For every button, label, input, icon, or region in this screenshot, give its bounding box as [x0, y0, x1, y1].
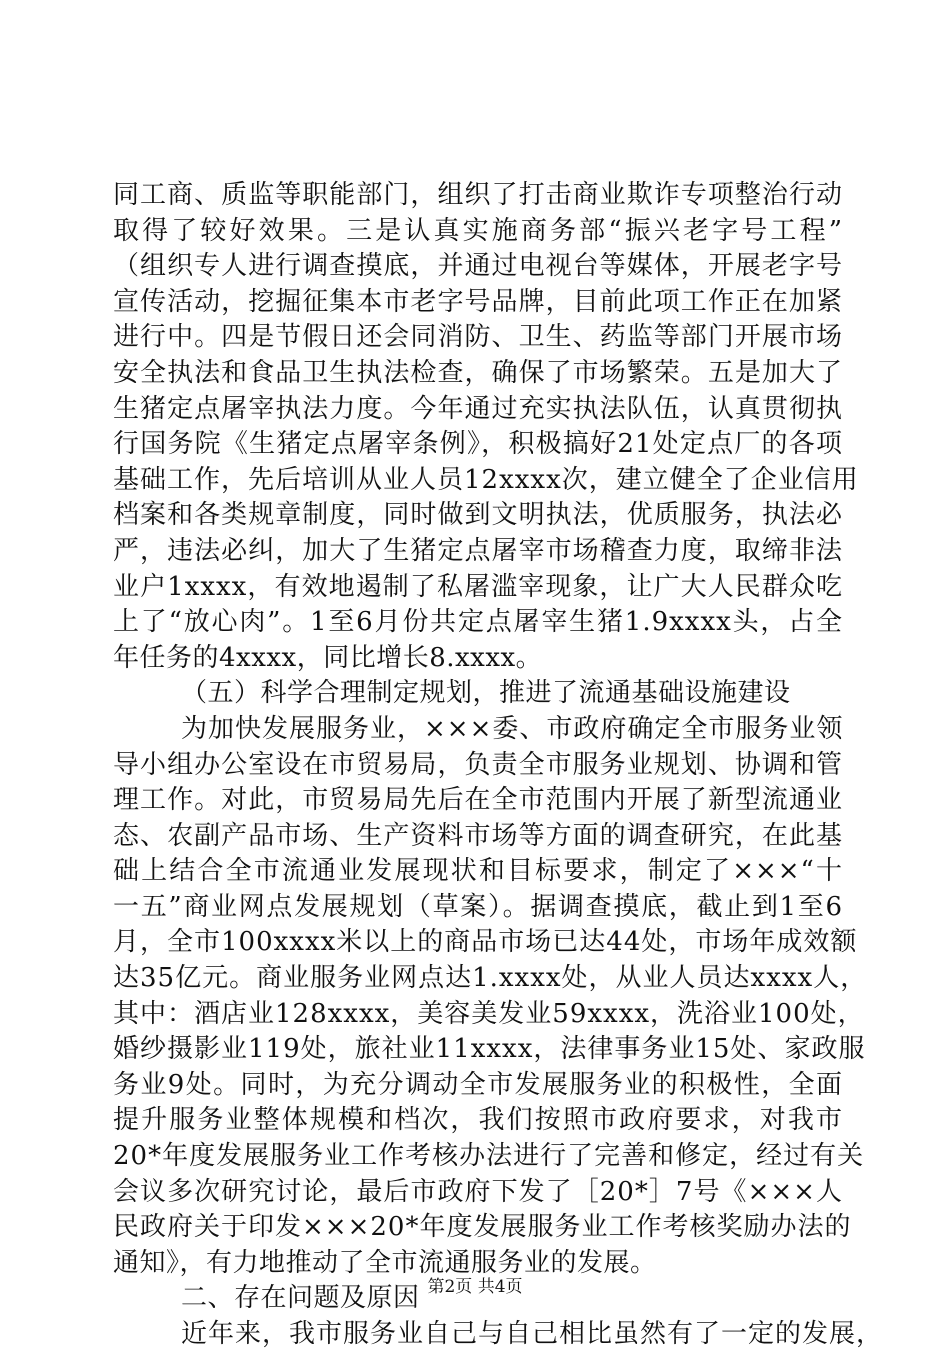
- text-line: 导小组办公室设在市贸易局，负责全市服务业规划、协调和管: [113, 749, 843, 780]
- text-line: 上了“放心肉”。1至6月份共定点屠宰生猪1.9xxxx头，占全: [113, 607, 843, 638]
- text-line: 业户1xxxx，有效地遏制了私屠滥宰现象，让广大人民群众吃: [113, 571, 843, 602]
- text-line: 础上结合全市流通业发展现状和目标要求，制定了×××“十: [113, 856, 843, 887]
- text-line: 安全执法和食品卫生执法检查，确保了市场繁荣。五是加大了: [113, 357, 843, 388]
- text-line: 行国务院《生猪定点屠宰条例》，积极搞好21处定点厂的各项: [113, 429, 843, 460]
- text-line: 民政府关于印发×××20*年度发展服务业工作考核奖励办法的: [113, 1212, 852, 1243]
- text-line: 进行中。四是节假日还会同消防、卫生、药监等部门开展市场: [113, 322, 843, 353]
- text-line: 其中：酒店业128xxxx，美容美发业59xxxx，洗浴业100处，: [113, 998, 865, 1029]
- text-line: 达35亿元。商业服务业网点达1.xxxx处，从业人员达xxxx人，: [113, 963, 868, 994]
- text-line: 严，违法必纠，加大了生猪定点屠宰市场稽查力度，取缔非法: [113, 535, 843, 566]
- text-line: 月，全市100xxxx米以上的商品市场已达44处，市场年成效额: [113, 927, 858, 958]
- page-footer: 第2页 共4页: [427, 1277, 523, 1297]
- text-line: 二、存在问题及原因: [181, 1283, 420, 1314]
- text-line: 同工商、质监等职能部门，组织了打击商业欺诈专项整治行动: [113, 180, 843, 210]
- text-line: 务业9处。同时，为充分调动全市发展服务业的积极性，全面: [113, 1069, 843, 1100]
- text-line: 为加快发展服务业，×××委、市政府确定全市服务业领: [181, 713, 844, 744]
- text-line: 婚纱摄影业119处，旅社业11xxxx，法律事务业15处、家政服: [113, 1034, 866, 1065]
- text-line: 取得了较好效果。三是认真实施商务部“振兴老字号工程”: [113, 215, 843, 246]
- text-line: 宣传活动，挖掘征集本市老字号品牌，目前此项工作正在加紧: [113, 286, 843, 317]
- text-line: 通知》，有力地推动了全市流通服务业的发展。: [113, 1247, 657, 1278]
- body-text: [113, 178, 884, 1353]
- text-line: 会议多次研究讨论，最后市政府下发了［20*］7号《×××人: [113, 1176, 843, 1207]
- text-line: 基础工作，先后培训从业人员12xxxx次，建立健全了企业信用: [113, 464, 859, 495]
- text-line: 年任务的4xxxx，同比增长8.xxxx。: [113, 642, 543, 673]
- text-line: 档案和各类规章制度，同时做到文明执法，优质服务，执法必: [113, 500, 843, 531]
- text-line: 提升服务业整体规模和档次，我们按照市政府要求，对我市: [113, 1105, 843, 1136]
- text-line: 一五”商业网点发展规划（草案）。据调查摸底，截止到1至6: [113, 891, 843, 922]
- text-line: 理工作。对此，市贸易局先后在全市范围内开展了新型流通业: [113, 785, 843, 816]
- text-line: 态、农副产品市场、生产资料市场等方面的调查研究，在此基: [113, 820, 843, 851]
- text-line: 近年来，我市服务业自己与自己相比虽然有了一定的发展，: [181, 1319, 884, 1349]
- text-line: （组织专人进行调查摸底，并通过电视台等媒体，开展老字号: [113, 251, 843, 282]
- text-line: 20*年度发展服务业工作考核办法进行了完善和修定，经过有关: [113, 1141, 865, 1172]
- text-line: （五）科学合理制定规划，推进了流通基础设施建设: [181, 678, 791, 709]
- text-line: 生猪定点屠宰执法力度。今年通过充实执法队伍，认真贯彻执: [113, 393, 843, 424]
